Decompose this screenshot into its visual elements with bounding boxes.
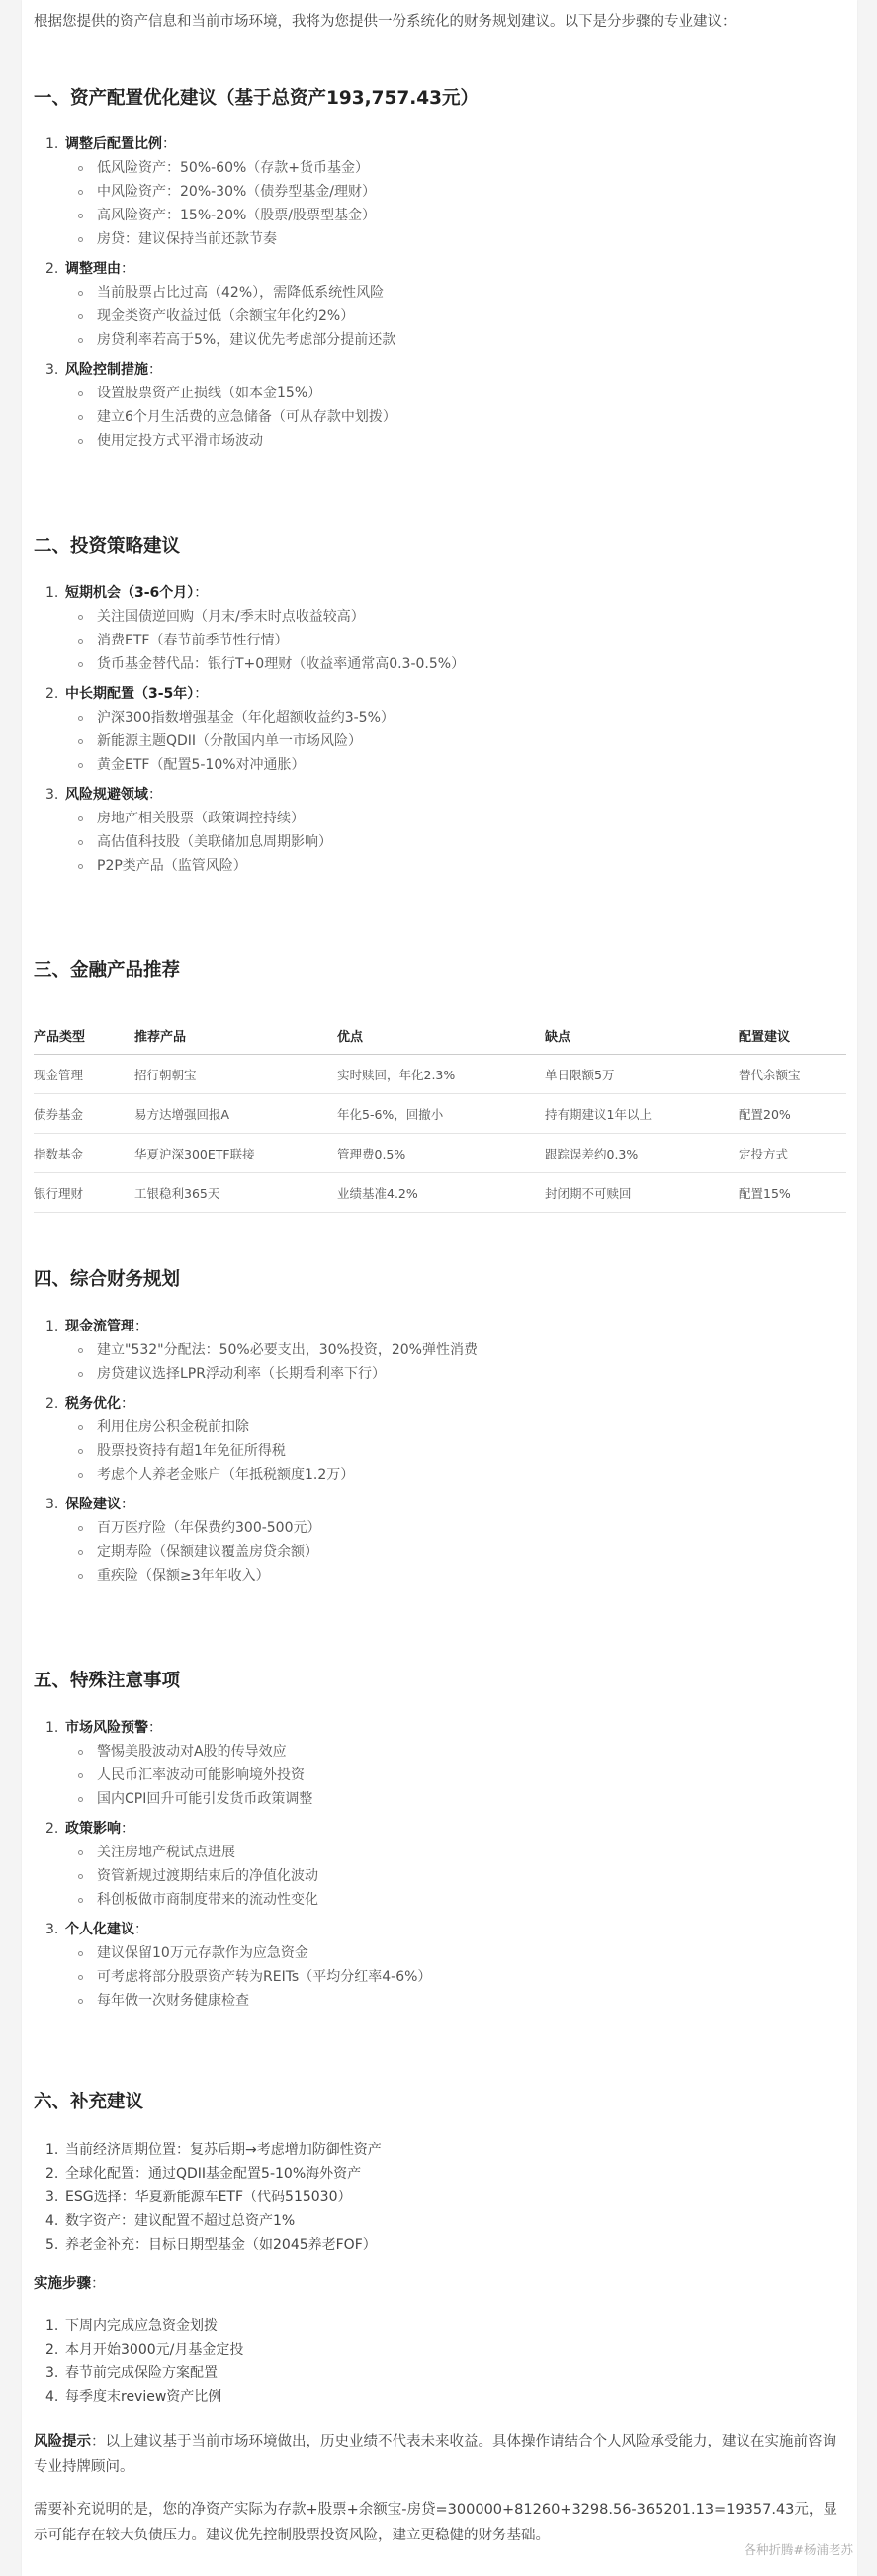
watermark: 各种折腾#杨浦老苏: [744, 2542, 853, 2557]
table-row: [34, 1055, 846, 1094]
section-4-list: [34, 1315, 844, 1588]
bullet-item: 现金类资产收益过低（余额宝年化约2%）: [65, 304, 844, 328]
bullet-item: 重疾险（保额≥3年年收入）: [65, 1564, 844, 1588]
bullet-item: 货币基金替代品：银行T+0理财（收益率通常高0.3-0.5%）: [65, 652, 844, 676]
item-number: 2.: [45, 1396, 59, 1412]
steps-heading: 实施步骤：: [34, 2276, 106, 2292]
table-header-cell: 推荐产品: [134, 1016, 337, 1055]
item-number: 1.: [45, 2142, 59, 2158]
section-4-title: 四、综合财务规划: [34, 1269, 181, 1290]
table-cell: 债券基金: [34, 1094, 134, 1134]
bullet-item: 低风险资产：50%-60%（存款+货币基金）: [65, 156, 844, 180]
bullet-item: P2P类产品（监管风险）: [65, 854, 844, 878]
table-cell: 配置15%: [739, 1173, 846, 1213]
bullet-item: 房地产相关股票（政策调控持续）: [65, 807, 844, 830]
item-title: 个人化建议: [65, 1922, 134, 1937]
section-1-title: 一、资产配置优化建议（基于总资产193,757.43元）: [34, 88, 480, 109]
table-cell: 银行理财: [34, 1173, 134, 1213]
bullet-item: 建立"532"分配法：50%必要支出，30%投资，20%弹性消费: [65, 1338, 844, 1362]
table-row: [34, 1173, 846, 1213]
list-item: 3. 保险建议： 百万医疗险（年保费约300-500元） 定期寿险（保额建议覆盖房贷余额） 重疾险（保额≥3年年收入）: [34, 1493, 844, 1588]
table-cell: 指数基金: [34, 1134, 134, 1173]
item-number: 2.: [45, 2166, 59, 2182]
bullet-item: 中风险资产：20%-30%（债券型基金/理财）: [65, 180, 844, 204]
note-paragraph: 需要补充说明的是，您的净资产实际为存款+股票+余额宝-房贷=300000+81260+3298.56-365201.13=19357.43元，显示可能存在较大负债压力。建议优先控制股票投资风险，建立更稳健的财务基础。: [34, 2502, 837, 2543]
table-cell: 实时赎回，年化2.3%: [337, 1055, 545, 1094]
table-cell: 封闭期不可赎回: [545, 1173, 739, 1213]
list-item: [34, 2233, 844, 2257]
bullet-item: 可考虑将部分股票资产转为REITs（平均分红率4-6%）: [65, 1965, 844, 1989]
item-number: 2.: [45, 1821, 59, 1837]
item-title: 市场风险预警: [65, 1720, 148, 1736]
item-title: 政策影响: [65, 1821, 121, 1837]
item-text: ESG选择：华夏新能源车ETF（代码515030）: [65, 2190, 352, 2205]
bullet-item: 资管新规过渡期结束后的净值化波动: [65, 1864, 844, 1888]
supplement-list: [34, 2138, 844, 2257]
item-number: 3.: [45, 1922, 59, 1937]
bullet-item: 房贷利率若高于5%，建议优先考虑部分提前还款: [65, 328, 844, 352]
bullet-item: 关注国债逆回购（月末/季末时点收益较高）: [65, 605, 844, 629]
list-item: 3. 风险规避领域： 房地产相关股票（政策调控持续） 高估值科技股（美联储加息周期影响） P2P类产品（监管风险）: [34, 783, 844, 878]
item-number: 4.: [45, 2389, 59, 2405]
table-cell: 华夏沪深300ETF联接: [134, 1134, 337, 1173]
item-title: 调整后配置比例: [65, 136, 162, 152]
item-number: 2.: [45, 686, 59, 702]
item-text: 下周内完成应急资金划拨: [65, 2318, 218, 2334]
table-cell: 易方达增强回报A: [134, 1094, 337, 1134]
bullet-item: 科创板做市商制度带来的流动性变化: [65, 1888, 844, 1912]
table-header-cell: 配置建议: [739, 1016, 846, 1055]
bullet-item: 警惕美股波动对A股的传导效应: [65, 1740, 844, 1763]
item-number: 4.: [45, 2213, 59, 2229]
table-row: [34, 1094, 846, 1134]
list-item: 2. 中长期配置（3-5年）： 沪深300指数增强基金（年化超额收益约3-5%） 新能源主题QDII（分散国内单一市场风险） 黄金ETF（配置5-10%对冲通胀）: [34, 682, 844, 777]
item-number: 3.: [45, 362, 59, 378]
table-cell: 现金管理: [34, 1055, 134, 1094]
item-number: 3.: [45, 2365, 59, 2381]
list-item: 1. 调整后配置比例： 低风险资产：50%-60%（存款+货币基金） 中风险资产：20%-30%（债券型基金/理财） 高风险资产：15%-20%（股票/股票型基金） 房贷：建议保持当前还款节奏: [34, 132, 844, 251]
bullet-item: 利用住房公积金税前扣除: [65, 1416, 844, 1439]
section-3-title: 三、金融产品推荐: [34, 960, 181, 981]
risk-label: 风险提示: [34, 2434, 91, 2449]
list-item: 3. 风险控制措施： 设置股票资产止损线（如本金15%） 建立6个月生活费的应急储备（可从存款中划拨） 使用定投方式平滑市场波动: [34, 358, 844, 453]
bullet-item: 考虑个人养老金账户（年抵税额度1.2万）: [65, 1463, 844, 1487]
item-title: 中长期配置（3-5年）: [65, 686, 195, 702]
bullet-item: 黄金ETF（配置5-10%对冲通胀）: [65, 753, 844, 777]
item-number: 1.: [45, 1319, 59, 1334]
bullet-item: 消费ETF（春节前季节性行情）: [65, 629, 844, 652]
bullet-item: 当前股票占比过高（42%），需降低系统性风险: [65, 281, 844, 304]
item-number: 1.: [45, 2318, 59, 2334]
item-text: 养老金补充：目标日期型基金（如2045养老FOF）: [65, 2237, 377, 2253]
product-table: [34, 1016, 846, 1213]
bullet-item: 建立6个月生活费的应急储备（可从存款中划拨）: [65, 405, 844, 429]
table-cell: 单日限额5万: [545, 1055, 739, 1094]
item-title: 现金流管理: [65, 1319, 134, 1334]
list-item: 2. 政策影响： 关注房地产税试点进展 资管新规过渡期结束后的净值化波动 科创板做市商制度带来的流动性变化: [34, 1817, 844, 1912]
item-number: 2.: [45, 261, 59, 277]
item-title: 风险规避领域: [65, 787, 148, 803]
content-card: [22, 0, 857, 2576]
item-number: 1.: [45, 1720, 59, 1736]
table-cell: 配置20%: [739, 1094, 846, 1134]
intro-paragraph: 根据您提供的资产信息和当前市场环境，我将为您提供一份系统化的财务规划建议。以下是分步骤的专业建议：: [34, 14, 737, 30]
bullet-item: 使用定投方式平滑市场波动: [65, 429, 844, 453]
list-item: [34, 2209, 844, 2233]
item-number: 3.: [45, 2190, 59, 2205]
item-number: 1.: [45, 136, 59, 152]
bullet-item: 关注房地产税试点进展: [65, 1841, 844, 1864]
item-title: 调整理由: [65, 261, 121, 277]
bullet-item: 国内CPI回升可能引发货币政策调整: [65, 1787, 844, 1811]
steps-label: 实施步骤: [34, 2276, 91, 2292]
table-cell: 定投方式: [739, 1134, 846, 1173]
item-number: 3.: [45, 787, 59, 803]
bullet-item: 新能源主题QDII（分散国内单一市场风险）: [65, 730, 844, 753]
list-item: [34, 2361, 844, 2385]
list-item: [34, 2338, 844, 2361]
bullet-item: 房贷：建议保持当前还款节奏: [65, 227, 844, 251]
table-cell: 替代余额宝: [739, 1055, 846, 1094]
item-text: 全球化配置：通过QDII基金配置5-10%海外资产: [65, 2166, 362, 2182]
bullet-item: 设置股票资产止损线（如本金15%）: [65, 382, 844, 405]
list-item: 1. 短期机会（3-6个月）： 关注国债逆回购（月末/季末时点收益较高） 消费ETF（春节前季节性行情） 货币基金替代品：银行T+0理财（收益率通常高0.3-0.5%）: [34, 581, 844, 676]
list-item: [34, 2385, 844, 2409]
table-cell: 跟踪误差约0.3%: [545, 1134, 739, 1173]
item-text: 春节前完成保险方案配置: [65, 2365, 218, 2381]
table-row: [34, 1134, 846, 1173]
section-1-list: [34, 132, 844, 453]
list-item: [34, 2314, 844, 2338]
item-title: 税务优化: [65, 1396, 121, 1412]
section-2-list: [34, 581, 844, 878]
table-cell: 年化5-6%，回撤小: [337, 1094, 545, 1134]
table-cell: 招行朝朝宝: [134, 1055, 337, 1094]
section-5-title: 五、特殊注意事项: [34, 1671, 181, 1691]
item-text: 当前经济周期位置：复苏后期→考虑增加防御性资产: [65, 2142, 382, 2158]
item-number: 1.: [45, 585, 59, 601]
item-title: 保险建议: [65, 1497, 121, 1512]
item-number: 5.: [45, 2237, 59, 2253]
table-cell: 管理费0.5%: [337, 1134, 545, 1173]
table-cell: 业绩基准4.2%: [337, 1173, 545, 1213]
risk-text: 以上建议基于当前市场环境做出，历史业绩不代表未来收益。具体操作请结合个人风险承受能力，建议在实施前咨询专业持牌顾问。: [34, 2434, 836, 2475]
item-text: 数字资产：建议配置不超过总资产1%: [65, 2213, 296, 2229]
bullet-item: 人民币汇率波动可能影响境外投资: [65, 1763, 844, 1787]
list-item: 1. 市场风险预警： 警惕美股波动对A股的传导效应 人民币汇率波动可能影响境外投资 国内CPI回升可能引发货币政策调整: [34, 1716, 844, 1811]
table-header-cell: 产品类型: [34, 1016, 134, 1055]
table-header-cell: 优点: [337, 1016, 545, 1055]
item-title: 风险控制措施: [65, 362, 148, 378]
item-number: 2.: [45, 2342, 59, 2358]
list-item: 2. 税务优化： 利用住房公积金税前扣除 股票投资持有超1年免征所得税 考虑个人养老金账户（年抵税额度1.2万）: [34, 1392, 844, 1487]
table-cell: 持有期建议1年以上: [545, 1094, 739, 1134]
section-5-list: [34, 1716, 844, 2013]
item-number: 3.: [45, 1497, 59, 1512]
list-item: 2. 调整理由： 当前股票占比过高（42%），需降低系统性风险 现金类资产收益过低（余额宝年化约2%） 房贷利率若高于5%，建议优先考虑部分提前还款: [34, 257, 844, 352]
bullet-item: 股票投资持有超1年免征所得税: [65, 1439, 844, 1463]
item-text: 每季度末review资产比例: [65, 2389, 222, 2405]
steps-list: [34, 2314, 844, 2409]
section-2-title: 二、投资策略建议: [34, 536, 181, 557]
bullet-item: 定期寿险（保额建议覆盖房贷余额）: [65, 1540, 844, 1564]
table-header-row: [34, 1016, 846, 1055]
section-6-title: 六、补充建议: [34, 2092, 144, 2112]
bullet-item: 高风险资产：15%-20%（股票/股票型基金）: [65, 204, 844, 227]
bullet-item: 高估值科技股（美联储加息周期影响）: [65, 830, 844, 854]
bullet-item: 房贷建议选择LPR浮动利率（长期看利率下行）: [65, 1362, 844, 1386]
table-header-cell: 缺点: [545, 1016, 739, 1055]
item-text: 本月开始3000元/月基金定投: [65, 2342, 244, 2358]
bullet-item: 沪深300指数增强基金（年化超额收益约3-5%）: [65, 706, 844, 730]
bullet-item: 每年做一次财务健康检查: [65, 1989, 844, 2013]
list-item: 3. 个人化建议： 建议保留10万元存款作为应急资金 可考虑将部分股票资产转为REITs（平均分红率4-6%） 每年做一次财务健康检查: [34, 1918, 844, 2013]
bullet-item: 建议保留10万元存款作为应急资金: [65, 1941, 844, 1965]
risk-paragraph: 风险提示：以上建议基于当前市场环境做出，历史业绩不代表未来收益。具体操作请结合个人风险承受能力，建议在实施前咨询专业持牌顾问。: [34, 2434, 836, 2475]
list-item: [34, 2186, 844, 2209]
list-item: [34, 2162, 844, 2186]
list-item: [34, 2138, 844, 2162]
bullet-item: 百万医疗险（年保费约300-500元）: [65, 1516, 844, 1540]
table-cell: 工银稳利365天: [134, 1173, 337, 1213]
item-title: 短期机会（3-6个月）: [65, 585, 195, 601]
list-item: 1. 现金流管理： 建立"532"分配法：50%必要支出，30%投资，20%弹性消费 房贷建议选择LPR浮动利率（长期看利率下行）: [34, 1315, 844, 1386]
